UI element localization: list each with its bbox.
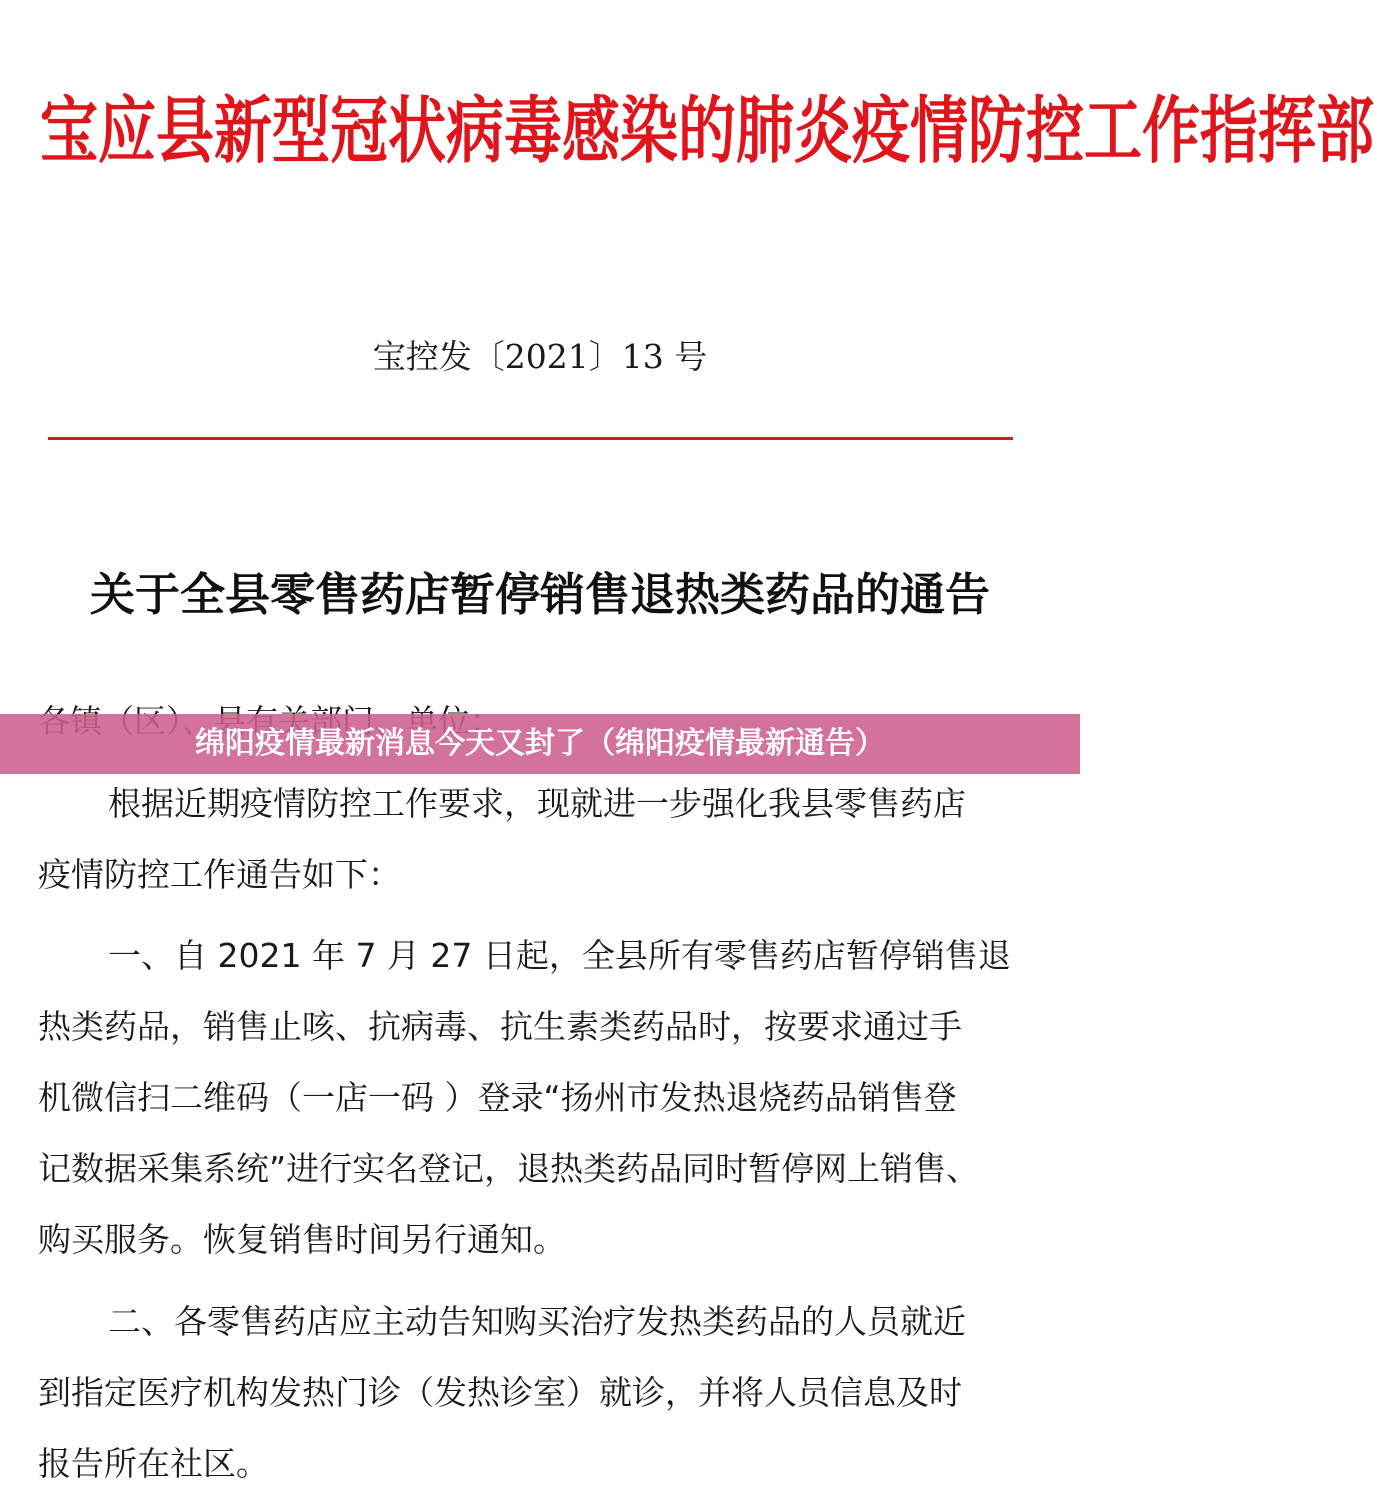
issuer-title: 宝应县新型冠状病毒感染的肺炎疫情防控工作指挥部 [40,88,1374,174]
paragraph-line: 疫情防控工作通告如下： [38,855,401,894]
paragraph-line: 报告所在社区。 [38,1444,269,1483]
notice-title: 关于全县零售药店暂停销售退热类药品的通告 [89,568,990,621]
paragraph-line: 到指定医疗机构发热门诊（发热诊室）就诊，并将人员信息及时 [38,1373,962,1412]
paragraph-line: 机微信扫二维码（一店一码 ）登录“扬州市发热退烧药品销售登 [38,1078,957,1117]
paragraph-item-one [38,920,1048,1275]
paragraph-line: 热类药品，销售止咳、抗病毒、抗生素类药品时，按要求通过手 [38,1007,962,1046]
banner-title[interactable]: 绵阳疫情最新消息今天又封了（绵阳疫情最新通告） [195,726,885,761]
paragraph-line: 二、各零售药店应主动告知购买治疗发热类药品的人员就近 [108,1302,966,1341]
paragraph-line: 一、自 2021 年 7 月 27 日起，全县所有零售药店暂停销售退 [108,936,1011,975]
red-divider-line [48,437,1013,440]
paragraph-line: 购买服务。恢复销售时间另行通知。 [38,1220,566,1259]
paragraph-line: 记数据采集系统”进行实名登记，退热类药品同时暂停网上销售、 [38,1149,980,1188]
paragraph-line: 根据近期疫情防控工作要求，现就进一步强化我县零售药店 [108,784,966,823]
article-title-banner [0,714,1080,774]
paragraph-item-two [38,1286,1048,1499]
document-number: 宝控发〔2021〕13 号 [372,337,708,376]
paragraph-intro [38,768,1048,910]
